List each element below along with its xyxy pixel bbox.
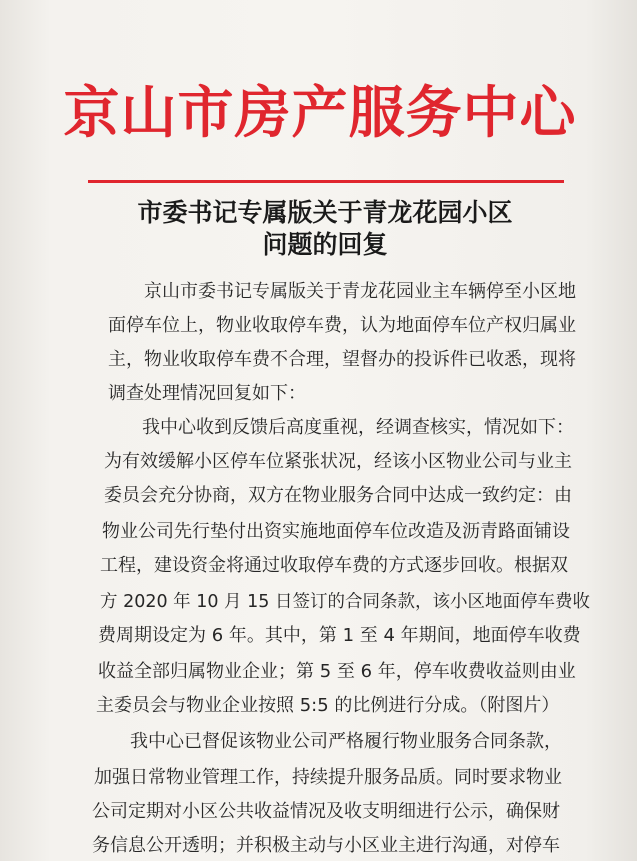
body-line: 面停车位上，物业收取停车费，认为地面停车位产权归属业: [108, 315, 576, 336]
body-line: 委员会充分协商，双方在物业服务合同中达成一致约定：由: [104, 485, 572, 506]
body-line: 主委员会与物业企业按照 5:5 的比例进行分成。（附图片）: [96, 695, 560, 716]
body-line: 加强日常物业管理工作，持续提升服务品质。同时要求物业: [94, 767, 562, 788]
letterhead-red-rule: [88, 180, 564, 183]
body-line: 我中心已督促该物业公司严格履行物业服务合同条款，: [94, 731, 562, 752]
body-line: 物业公司先行垫付出资实施地面停车位改造及沥青路面铺设: [102, 521, 570, 542]
body-line: 我中心收到反馈后高度重视，经调查核实，情况如下：: [106, 417, 574, 438]
body-line: 公司定期对小区公共收益情况及收支明细进行公示，确保财: [92, 801, 560, 822]
body-line: 京山市委书记专属版关于青龙花园业主车辆停至小区地: [108, 281, 576, 302]
body-line: 方 2020 年 10 月 15 日签订的合同条款，该小区地面停车费收: [100, 592, 590, 612]
document-title-line-1: 市委书记专属版关于青龙花园小区: [137, 198, 513, 227]
document-title-line-2: 问题的回复: [262, 230, 388, 259]
body-line: 调查处理情况回复如下：: [108, 383, 306, 404]
body-line: 主，物业收取停车费不合理，望督办的投诉件已收悉，现将: [108, 349, 576, 370]
body-line: 收益全部归属物业企业；第 5 至 6 年，停车收费收益则由业: [98, 661, 576, 682]
letterhead-org-name: 京山市房产服务中心: [63, 80, 577, 146]
body-line: 工程，建设资金将通过收取停车费的方式逐步回收。根据双: [100, 555, 568, 576]
body-line: 务信息公开透明；并积极主动与小区业主进行沟通，对停车: [92, 835, 560, 856]
body-line: 费周期设定为 6 年。其中，第 1 至 4 年期间，地面停车收费: [98, 625, 581, 646]
body-line: 为有效缓解小区停车位紧张状况，经该小区物业公司与业主: [104, 451, 572, 472]
